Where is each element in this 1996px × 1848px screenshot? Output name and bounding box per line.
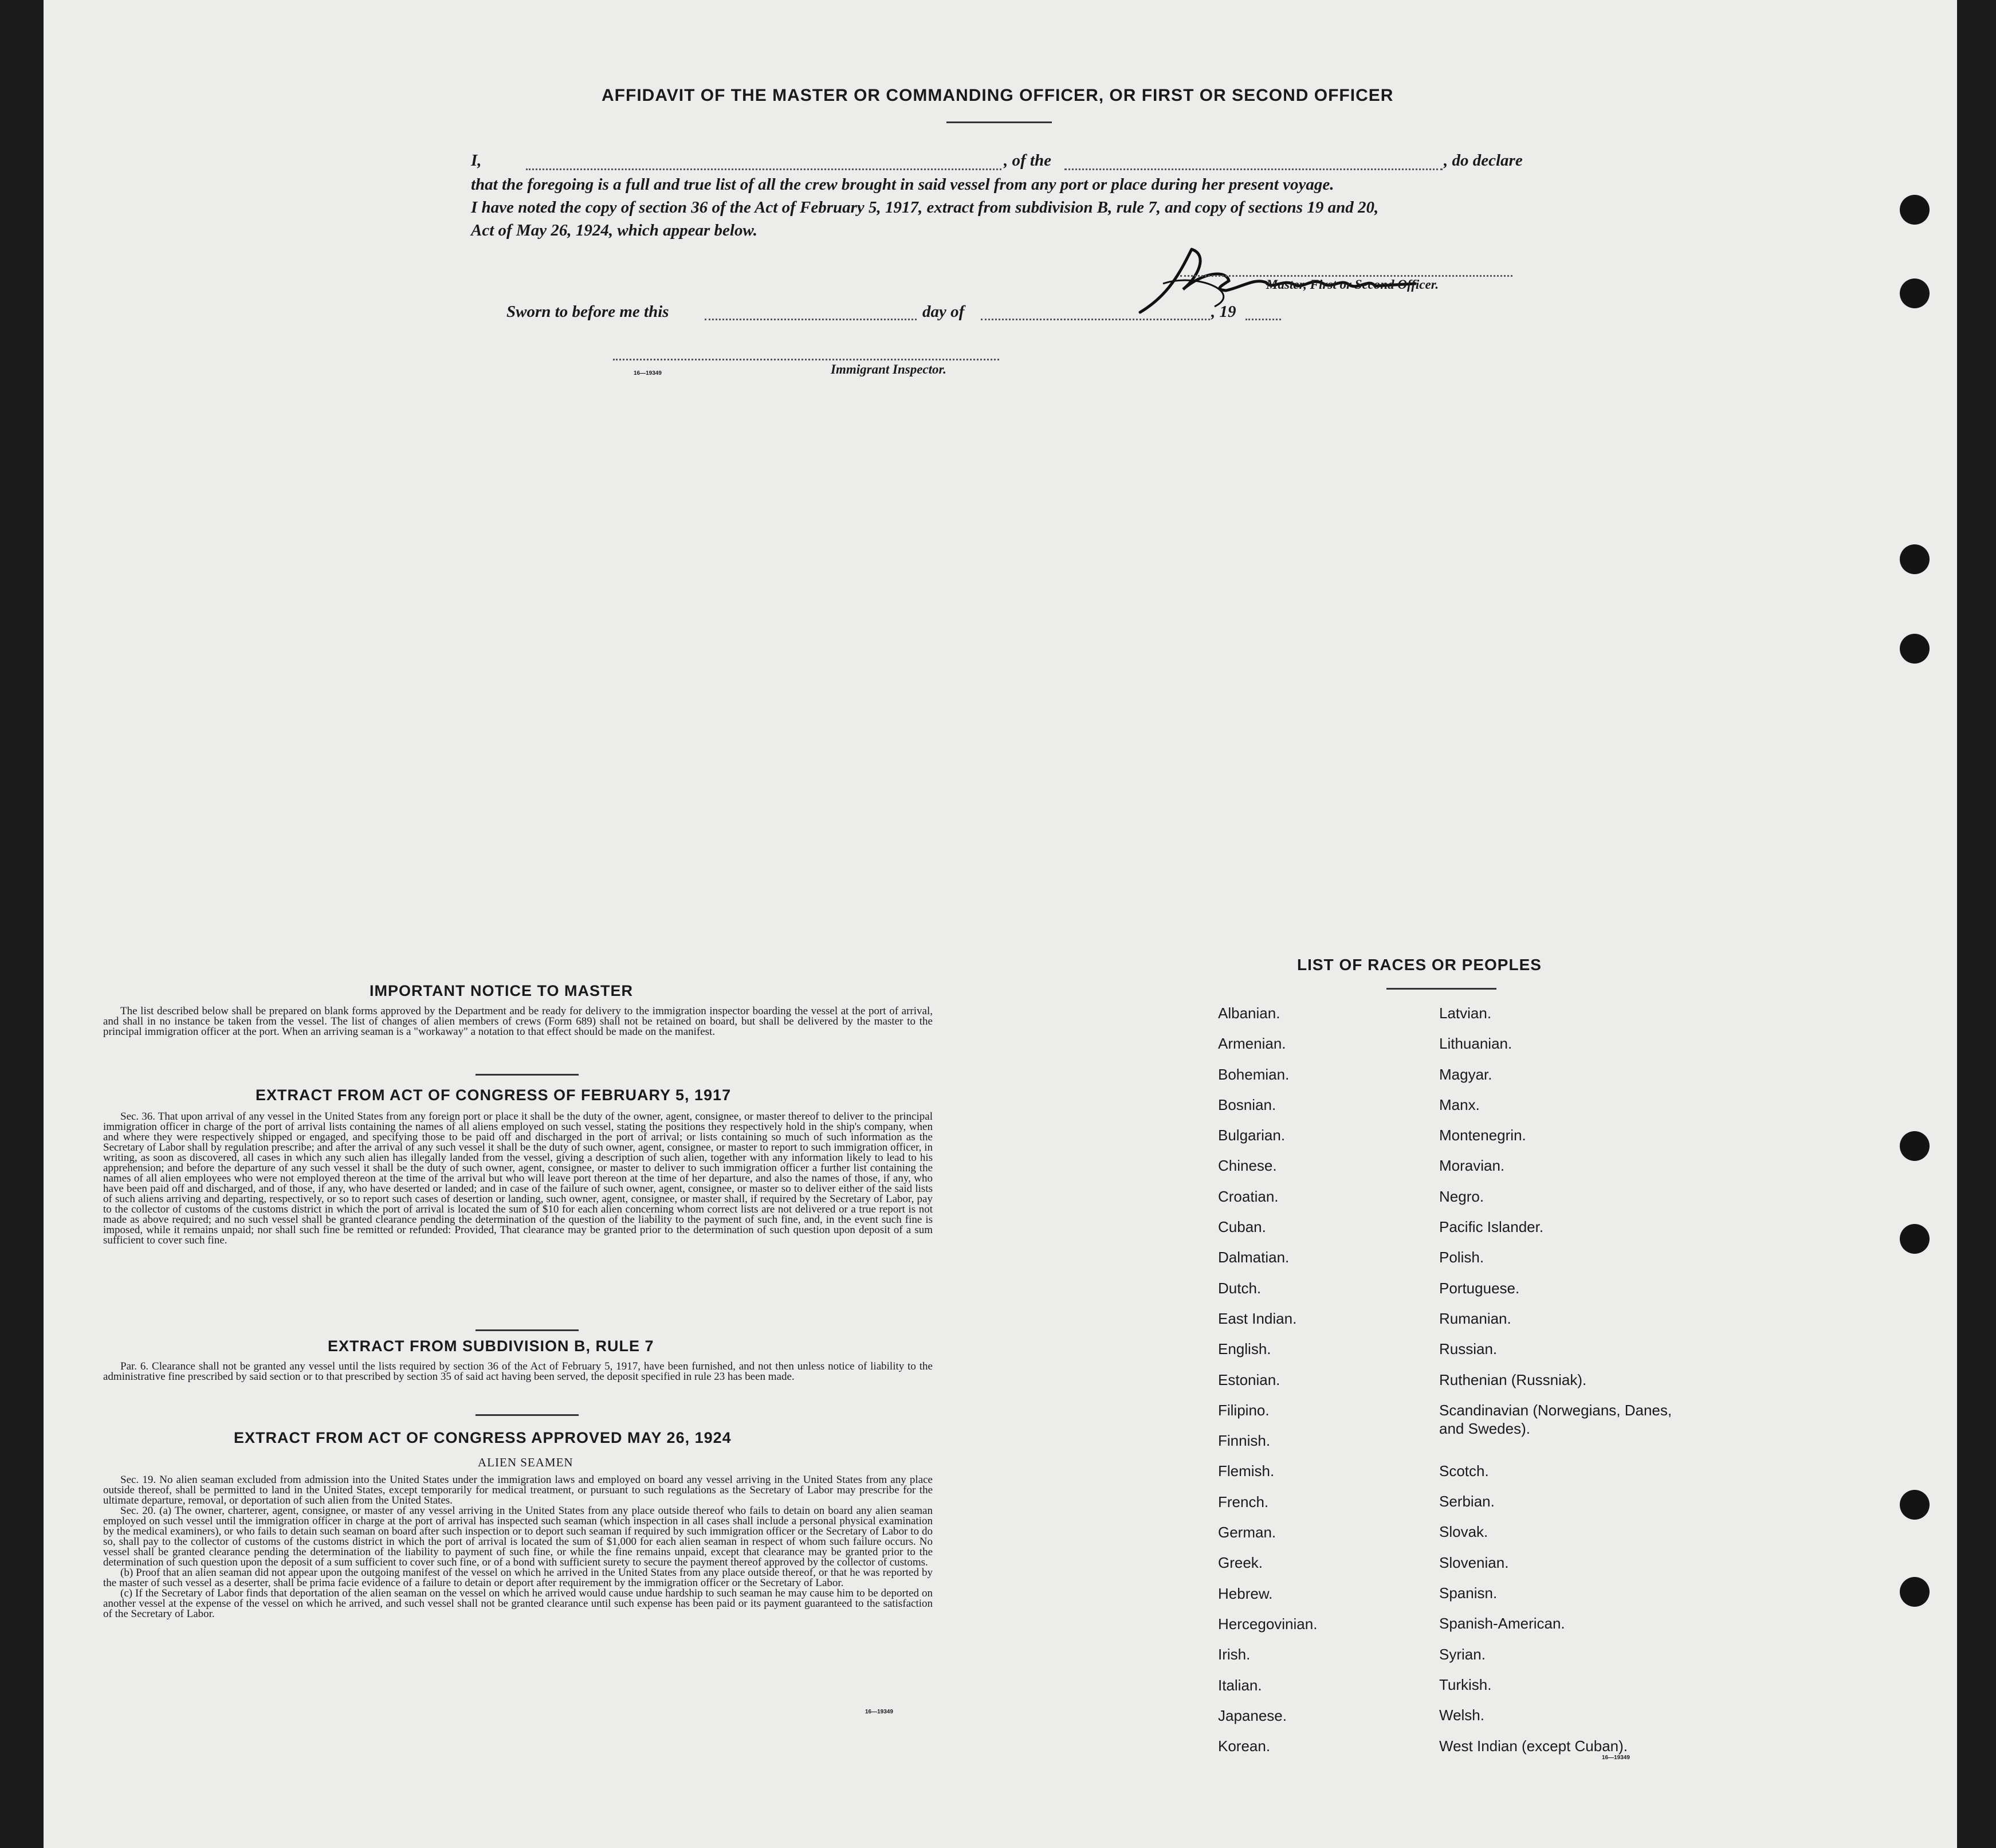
section-divider	[476, 1329, 579, 1331]
affidavit-line-2: that the foregoing is a full and true list of all the crew brought in said vessel from any port or place during her present voyage.	[471, 175, 1334, 194]
race-item: Spanisn.	[1439, 1584, 1498, 1602]
race-item: Russian.	[1439, 1340, 1498, 1358]
vessel-blank[interactable]	[1064, 168, 1443, 170]
race-item: French.	[1218, 1493, 1269, 1510]
race-item: Welsh.	[1439, 1706, 1484, 1724]
race-item: Estonian.	[1218, 1371, 1280, 1388]
race-item: Italian.	[1218, 1676, 1262, 1694]
race-item: Greek.	[1218, 1554, 1263, 1572]
race-item: Cuban.	[1218, 1218, 1266, 1236]
signature-caption: Master, First or Second Officer.	[1266, 277, 1439, 292]
do-declare-label: , do declare	[1444, 151, 1523, 170]
i-label: I,	[471, 151, 482, 170]
race-item: Bohemian.	[1218, 1065, 1290, 1083]
race-item: East Indian.	[1218, 1309, 1297, 1327]
race-item: Spanish-American.	[1439, 1615, 1565, 1633]
race-item: English.	[1218, 1340, 1271, 1358]
race-item: Japanese.	[1218, 1706, 1287, 1724]
affidavit-line-1	[471, 151, 1531, 170]
race-item: Filipino.	[1218, 1401, 1270, 1419]
races-divider	[1386, 988, 1496, 990]
signature-blank[interactable]	[1180, 275, 1512, 277]
extract-1917-heading: EXTRACT FROM ACT OF CONGRESS OF FEBRUARY 5, 1917	[256, 1086, 732, 1104]
race-item: Hercegovinian.	[1218, 1615, 1318, 1633]
race-item: Albanian.	[1218, 1005, 1280, 1022]
extract-rule7-text	[103, 1362, 933, 1382]
race-item: West Indian (except Cuban).	[1439, 1737, 1628, 1755]
race-item	[1439, 1395, 1691, 1456]
race-item: Dutch.	[1218, 1279, 1262, 1297]
race-item: Scotch.	[1439, 1462, 1489, 1480]
inspector-caption: Immigrant Inspector.	[831, 362, 946, 376]
race-item: Lithuanian.	[1439, 1035, 1512, 1053]
extract-rule7-heading: EXTRACT FROM SUBDIVISION B, RULE 7	[328, 1337, 654, 1355]
races-heading: LIST OF RACES OR PEOPLES	[1297, 956, 1542, 974]
binder-hole	[1900, 1490, 1930, 1520]
race-item: Serbian.	[1439, 1493, 1495, 1510]
extract-1924-text	[103, 1475, 933, 1619]
year-label: , 19	[1211, 303, 1236, 321]
sec-20a-paragraph: Sec. 20. (a) The owner, charterer, agent, consignee, or master of any vessel arriving in the United States from any place outside thereof who fails to detain on board any alien seaman employed on such vessel until the immigration officer in charge at the port of arrival has inspected such seaman (which inspection in all cases shall include a personal physical examination by the medical examiners), or who fails to detain such seaman on board after such inspection or to deport such seaman if required by such immigration officer or the Secretary of Labor to do so, shall pay to the collector of customs of the customs district in which the port of arrival is located the sum of $1,000 for each alien seaman in respect of whom such failure occurs. No vessel shall be granted clearance pending the determination of the liability to payment of such fine, or while the fine remains unpaid, except that clearance may be granted prior to the determination of such question upon the deposit of a sum sufficient to cover such fine, or of a bond with sufficient surety to secure the payment thereof approved by the collector of customs.	[103, 1505, 933, 1568]
notice-text	[103, 1006, 933, 1037]
race-item: Negro.	[1439, 1187, 1484, 1205]
section-divider	[476, 1414, 579, 1416]
race-item: Irish.	[1218, 1646, 1251, 1663]
race-item: Magyar.	[1439, 1065, 1492, 1083]
race-item: German.	[1218, 1524, 1276, 1541]
binder-hole	[1900, 1131, 1930, 1161]
sec-36-label: Sec. 36.	[120, 1111, 156, 1123]
race-item: Polish.	[1439, 1249, 1484, 1266]
section-divider	[476, 1074, 579, 1076]
form-number: 16—19349	[1602, 1755, 1630, 1761]
day-of-label: day of	[922, 303, 965, 321]
races-left-column	[1218, 998, 1317, 1761]
sworn-label: Sworn to before me this	[506, 303, 669, 321]
sec-20b-paragraph: (b) Proof that an alien seaman did not appear upon the outgoing manifest of the vessel on which he arrived in the United States from any place outside thereof, or that he was reported by the master of such vessel as a deserter, shall be prima facie evidence of a failure to detain or deport after requirement by the immigration officer or the Secretary of Labor.	[103, 1567, 933, 1589]
sec-36-paragraph	[103, 1112, 933, 1246]
race-item: Latvian.	[1439, 1005, 1492, 1022]
race-item: Flemish.	[1218, 1462, 1275, 1480]
race-item: Turkish.	[1439, 1676, 1492, 1693]
race-item: Pacific Islander.	[1439, 1218, 1544, 1236]
title-divider	[946, 121, 1052, 123]
race-item: Bulgarian.	[1218, 1127, 1286, 1144]
par-6-paragraph: Par. 6. Clearance shall not be granted any vessel until the lists required by section 36 of the Act of February 5, 1917, have been furnished, and not then unless notice of liability to the administrative fine prescribed by said section or to that prescribed by section 35 of said act having been served, the deposit specified in rule 23 has been made.	[103, 1360, 933, 1383]
name-blank[interactable]	[526, 168, 1001, 170]
binder-hole	[1900, 195, 1930, 225]
race-item: Manx.	[1439, 1096, 1480, 1113]
race-item: Rumanian.	[1439, 1309, 1511, 1327]
race-item: Ruthenian (Russniak).	[1439, 1371, 1587, 1388]
of-the-label: , of the	[1004, 151, 1051, 170]
notice-heading: IMPORTANT NOTICE TO MASTER	[370, 982, 633, 999]
form-number: 16—19349	[634, 370, 662, 376]
extract-1924-heading: EXTRACT FROM ACT OF CONGRESS APPROVED MAY 26, 1924	[234, 1429, 732, 1446]
race-item: Korean.	[1218, 1737, 1271, 1755]
race-item: Croatian.	[1218, 1187, 1279, 1205]
extract-1917-text	[103, 1112, 933, 1246]
affidavit-title: AFFIDAVIT OF THE MASTER OR COMMANDING OFFICER, OR FIRST OR SECOND OFFICER	[602, 86, 1394, 105]
binder-hole	[1900, 544, 1930, 574]
race-item: Finnish.	[1218, 1432, 1271, 1450]
race-item: Chinese.	[1218, 1157, 1277, 1175]
sworn-month-blank[interactable]	[981, 319, 1210, 320]
race-item: Bosnian.	[1218, 1096, 1276, 1113]
sec-36-text: That upon arrival of any vessel in the United States from any foreign port or place it shall be the duty of the owner, agent, consignee, or master thereof to deliver to the principal immigration officer in charge of the port of arrival lists containing the names of all aliens employed on such vessel, stating the positions they respectively hold in the ship's company, when and where they were respectively shipped or engaged, and specifying those to be paid off and discharged in the port of arrival; or lists containing so much of such information as the Secretary of Labor shall by regulation prescribe; and after the arrival of any such vessel it shall be the duty of such owner, agent, consignee, or master to report to such immigration officer, in writing, as soon as discovered, all cases in which any such alien has illegally landed from the vessel, giving a description of such alien, together with any information likely to lead to his apprehension; and before the departure of any such vessel it shall be the duty of such owner, agent, consignee, or master to deliver to such immigration officer a further list containing the names of all alien employees who were not employed thereon at the time of the arrival but who will leave port thereon at the time of her departure, and also the names of those, if any, who have been paid off and discharged, and of those, if any, who have deserted or landed; and in case of the failure of such owner, agent, consignee, or master so to deliver either of the said lists of such aliens arriving and departing, respectively, or so to report such cases of desertion or landing, such owner, agent, consignee, or master shall, if required by the Secretary of Labor, pay to the collector of customs of the customs district in which the port of arrival is located the sum of $10 for each alien concerning whom correct lists are not delivered or a true report is not made as above required; and no such vessel shall be granted clearance pending the determination of the question of the liability to the payment of such fine, and, in the event such fine is imposed, while it remains unpaid; nor shall such fine be remitted or refunded: Provided, That clearance may be granted prior to the determination of such question upon deposit of a sum sufficient to cover such fine.	[103, 1111, 933, 1246]
race-item: Hebrew.	[1218, 1584, 1273, 1602]
inspector-signature-blank[interactable]	[613, 359, 999, 360]
sworn-day-blank[interactable]	[705, 319, 917, 320]
race-item: Portuguese.	[1439, 1279, 1520, 1297]
race-item: Moravian.	[1439, 1157, 1505, 1175]
races-right-column	[1439, 998, 1691, 1761]
binder-hole	[1900, 1577, 1930, 1607]
sec-20c-paragraph: (c) If the Secretary of Labor finds that deportation of the alien seaman on the vessel on which he arrived would cause undue hardship to such seaman he may cause him to be deported on another vessel at the expense of the vessel on which he arrived, and such vessel shall not be granted clearance until such expense has been paid or its payment guaranteed to the satisfaction of the Secretary of Labor.	[103, 1587, 933, 1620]
race-item-text: Scandinavian (Norwegians, Danes, and Swedes).	[1439, 1401, 1672, 1437]
sec-19-paragraph: Sec. 19. No alien seaman excluded from admission into the United States under the immigration laws and employed on board any vessel arriving in the United States from any place outside thereof, shall be permitted to land in the United States, except temporarily for medical treatment, or pursuant to such regulations as the Secretary of Labor may prescribe for the ultimate departure, removal, or deportation of such alien from the United States.	[103, 1474, 933, 1506]
notice-paragraph: The list described below shall be prepared on blank forms approved by the Department and be ready for delivery to the immigration inspector boarding the vessel at the port of arrival, and shall in no instance be taken from the vessel. The list of changes of alien members of crews (Form 689) shall not be retained on board, but shall be delivered by the master to the principal immigration officer at the port. When an arriving seaman is a "workaway" a notation to that effect should be made on the manifest.	[103, 1005, 933, 1038]
binder-hole	[1900, 1224, 1930, 1254]
race-item: Syrian.	[1439, 1645, 1486, 1663]
race-item: Slovak.	[1439, 1523, 1488, 1541]
sworn-year-blank[interactable]	[1245, 319, 1281, 320]
race-item: Dalmatian.	[1218, 1249, 1290, 1266]
race-item: Armenian.	[1218, 1035, 1286, 1053]
affidavit-line-3: I have noted the copy of section 36 of the Act of February 5, 1917, extract from subdivision B, rule 7, and copy of sections 19 and 20,	[471, 198, 1379, 217]
race-item: Montenegrin.	[1439, 1127, 1526, 1144]
form-number: 16—19349	[865, 1709, 893, 1715]
affidavit-line-4: Act of May 26, 1924, which appear below.	[471, 221, 757, 240]
race-item: Slovenian.	[1439, 1553, 1509, 1571]
binder-hole	[1900, 634, 1930, 664]
binder-hole	[1900, 278, 1930, 308]
alien-seamen-subheading: ALIEN SEAMEN	[478, 1455, 573, 1469]
